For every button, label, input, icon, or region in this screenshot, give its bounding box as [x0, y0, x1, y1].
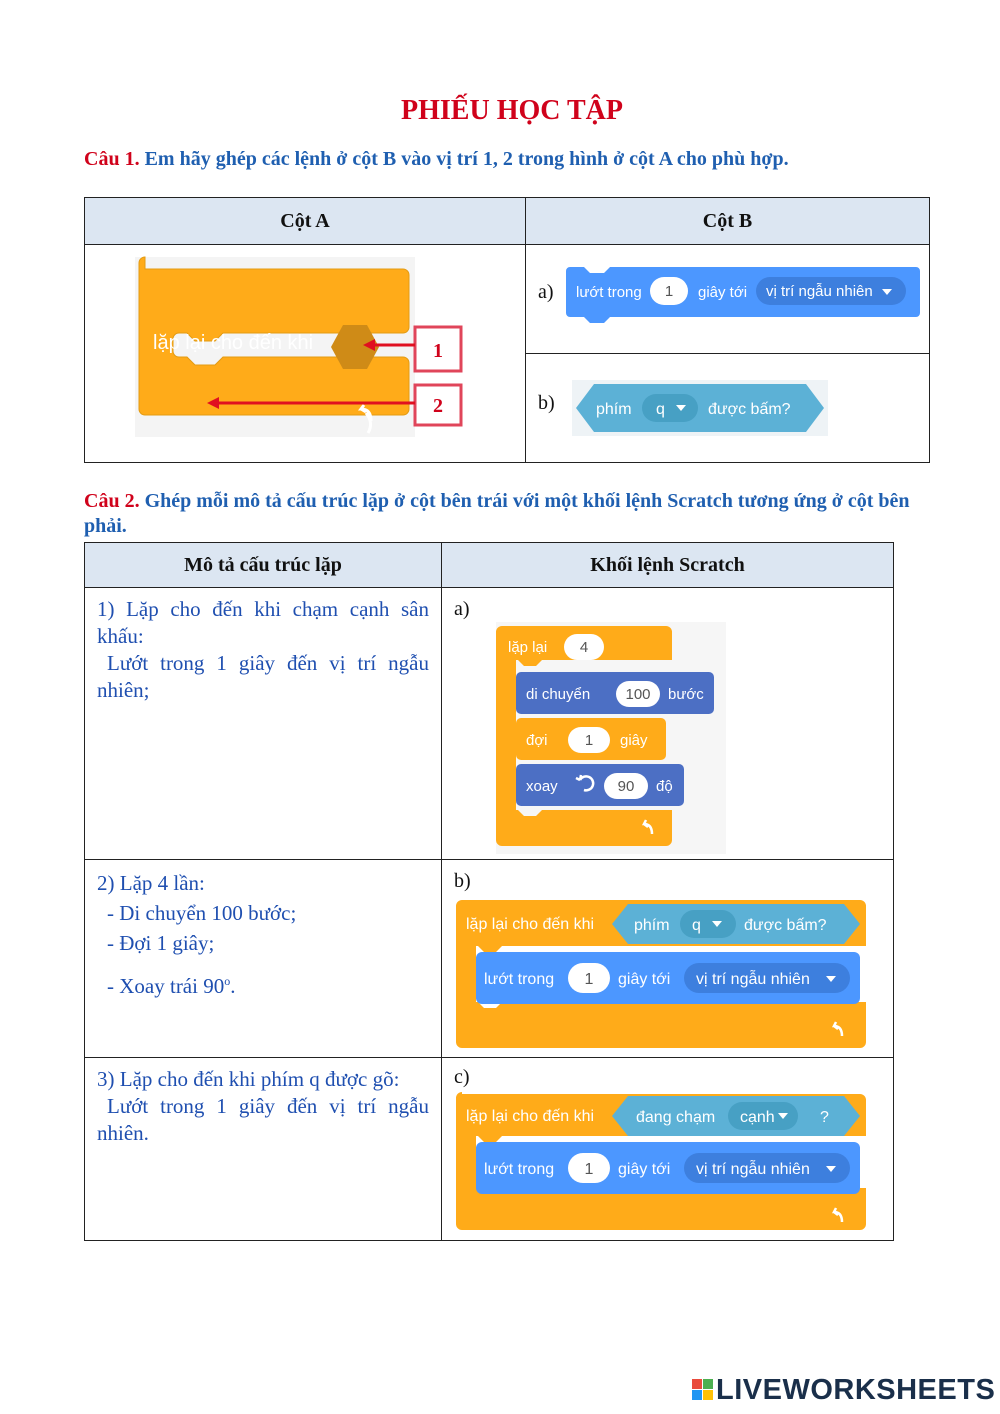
glide-value-b: 1 [584, 971, 594, 988]
question-2-number: Câu 2. [84, 490, 140, 512]
turn-unit: độ [656, 778, 673, 795]
option-b-cell [526, 354, 930, 463]
repeat-until-touch-block [456, 1090, 866, 1236]
until-label-c: lặp lại cho đến khi [466, 1108, 595, 1125]
option-a-label: a) [538, 281, 554, 303]
glide-label-b: lướt trong [484, 971, 555, 988]
scratch-option-a: a) [454, 598, 470, 620]
col-scratch-header: Khối lệnh Scratch [442, 543, 894, 588]
question-mark-c: ? [820, 1109, 829, 1126]
desc-3-line-1: 3) Lặp cho đến khi phím q được gõ: [97, 1067, 400, 1091]
move-label: di chuyển [526, 686, 591, 703]
key-value-b: q [692, 917, 701, 934]
desc-2-line-4: - Xoay trái 90 [107, 974, 225, 998]
desc-1-line-1: 1) Lặp cho đến khi chạm cạnh sân khấu: [97, 597, 429, 648]
col-a-header: Cột A [85, 198, 526, 245]
repeat-until-text: lặp lại cho đến khi [153, 332, 314, 354]
scratch-cell-a [442, 588, 894, 860]
scratch-cell-c [442, 1058, 894, 1241]
liveworksheets-logo-text: LIVEWORKSHEETS [716, 1374, 996, 1406]
description-row-3 [85, 1058, 442, 1241]
glide-to-c: giây tới [618, 1161, 671, 1178]
description-row-2 [85, 860, 442, 1058]
key-pressed-block [572, 380, 828, 436]
glide-pos-c: vị trí ngẫu nhiên [696, 1161, 810, 1178]
page-title: PHIẾU HỌC TẬP [401, 95, 623, 126]
description-row-1 [85, 588, 442, 860]
scratch-option-b: b) [454, 870, 471, 892]
glide-value-c: 1 [584, 1161, 594, 1178]
scratch-option-c: c) [454, 1066, 470, 1088]
key-value: q [656, 401, 665, 418]
desc-3-line-2: Lướt trong 1 giây đến vị trí ngẫu nhiên. [97, 1094, 429, 1145]
wait-label: đợi [526, 732, 548, 749]
repeat-4-block [496, 622, 726, 854]
pressed-label-b: được bấm? [744, 917, 827, 934]
svg-text:.: . [153, 355, 154, 356]
marker-2: 2 [433, 395, 443, 417]
question-1-text: Em hãy ghép các lệnh ở cột B vào vị trí 1, 2 trong hình ở cột A cho phù hợp. [144, 148, 789, 170]
glide-label-c: lướt trong [484, 1161, 555, 1178]
glide-dropdown: vị trí ngẫu nhiên [766, 283, 873, 300]
move-unit: bước [668, 686, 704, 703]
desc-2-line-3: - Đợi 1 giây; [107, 931, 215, 955]
col-b-header: Cột B [526, 198, 930, 245]
liveworksheets-logo [692, 1374, 995, 1407]
desc-2-period: . [230, 974, 236, 998]
marker-1: 1 [433, 340, 443, 362]
question-1-number: Câu 1. [84, 148, 140, 170]
key-text-2: được bấm? [708, 401, 791, 418]
wait-seconds: 1 [584, 732, 594, 749]
repeat-until-key-block [456, 896, 866, 1052]
question-2 [84, 489, 924, 539]
repeat-until-block-image [85, 245, 525, 457]
key-text-1: phím [596, 401, 632, 418]
desc-2-line-1: 2) Lặp 4 lần: [97, 871, 205, 895]
wait-unit: giây [620, 732, 648, 749]
glide-value: 1 [664, 283, 674, 300]
desc-2-line-2: - Di chuyển 100 bước; [107, 901, 297, 925]
until-label-b: lặp lại cho đến khi [466, 916, 595, 933]
glide-text-2: giây tới [698, 284, 748, 301]
turn-degrees: 90 [617, 778, 635, 795]
touch-label-c: đang chạm [636, 1109, 716, 1126]
glide-block [566, 265, 926, 327]
repeat-count: 4 [579, 639, 589, 656]
degree-sign: o [224, 974, 231, 988]
question-2-text: Ghép mỗi mô tả cấu trúc lặp ở cột bên trái với một khối lệnh Scratch tương ứng ở cột bên phải. [84, 490, 910, 537]
option-a-cell [526, 245, 930, 354]
glide-to-b: giây tới [618, 971, 671, 988]
table-q2 [84, 542, 894, 1241]
option-b-label: b) [538, 392, 555, 414]
key-label-b: phím [634, 917, 670, 934]
table-q1 [84, 197, 930, 463]
turn-label: xoay [526, 778, 558, 795]
desc-1-line-2: Lướt trong 1 giây đến vị trí ngẫu nhiên; [97, 651, 429, 702]
liveworksheets-logo-icon [692, 1377, 714, 1401]
move-steps: 100 [625, 686, 651, 703]
col-description-header: Mô tả cấu trúc lặp [85, 543, 442, 588]
repeat-label: lặp lại [508, 639, 548, 656]
scratch-cell-b [442, 860, 894, 1058]
glide-text-1: lướt trong [576, 284, 642, 301]
col-a-cell [85, 245, 526, 463]
question-1 [84, 147, 789, 172]
edge-value-c: cạnh [740, 1109, 775, 1126]
glide-pos-b: vị trí ngẫu nhiên [696, 971, 810, 988]
